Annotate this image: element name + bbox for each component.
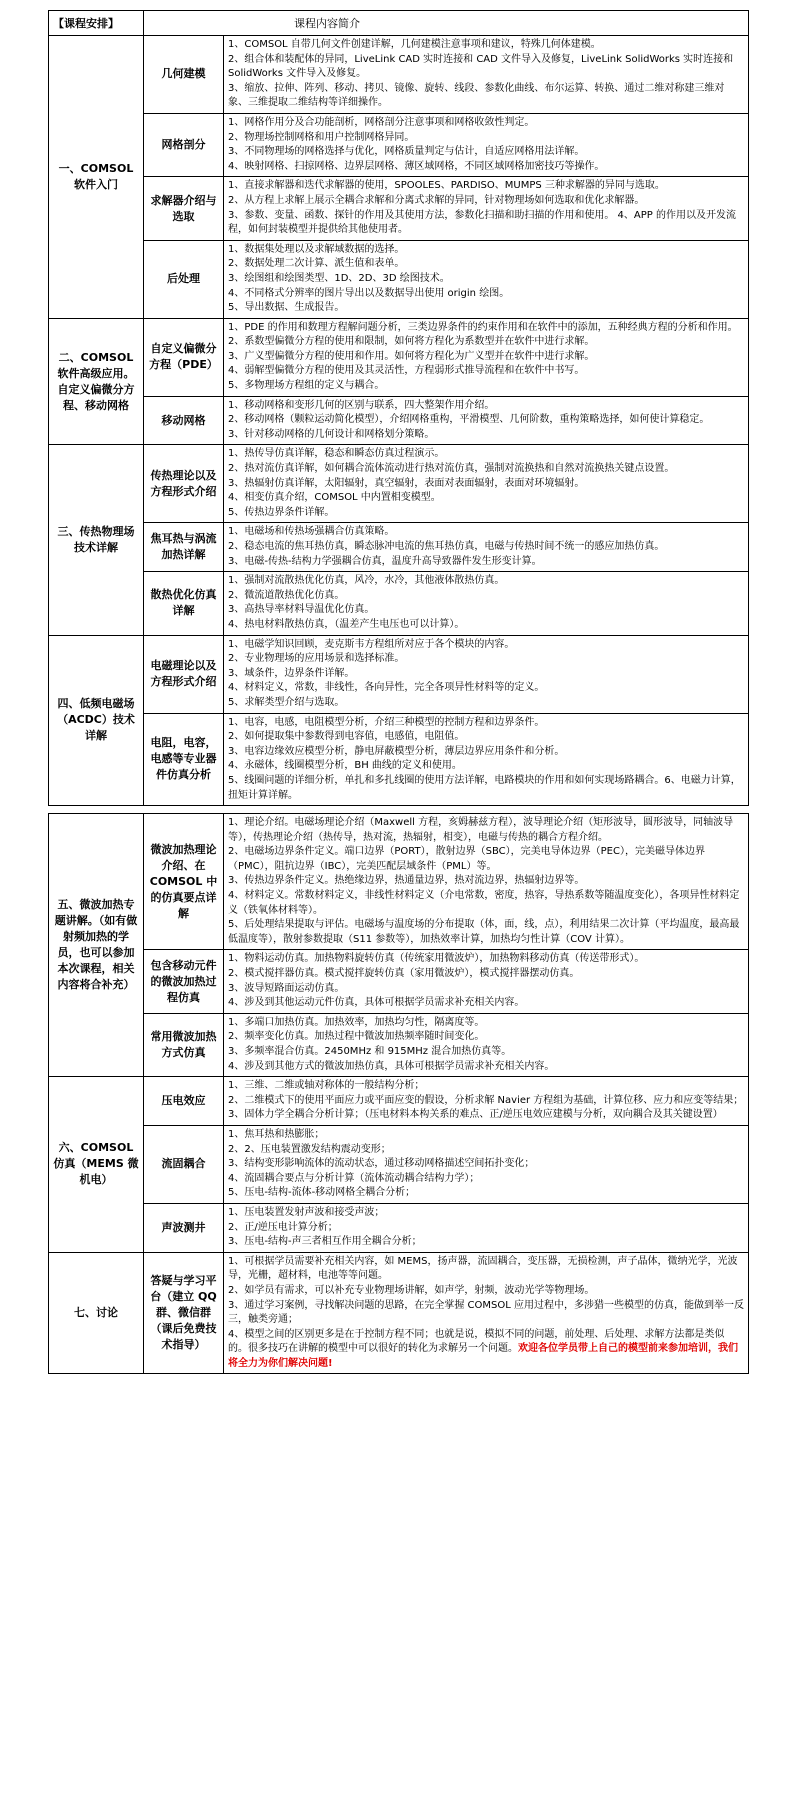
content-line: 3、热辐射仿真详解，太阳辐射，真空辐射，表面对表面辐射，表面对环境辐射。 xyxy=(228,477,585,489)
content-line: 1、COMSOL 自带几何文件创建详解，几何建模注意事项和建议，特殊几何体建模。 xyxy=(228,39,601,50)
header-course-schedule: 【课程安排】 xyxy=(49,11,144,36)
content-line: 2、如学员有需求，可以补充专业物理场讲解，如声学，射频，波动光学等物理场。 xyxy=(228,1284,595,1296)
content-line: 3、绘图组和绘图类型、1D、2D、3D 绘图技术。 xyxy=(228,272,450,284)
subsection-title: 散热优化仿真详解 xyxy=(144,572,224,635)
subsection-title: 移动网格 xyxy=(144,396,224,445)
content-line: 1、电容，电感，电阻模型分析，介绍三种模型的控制方程和边界条件。 xyxy=(228,716,545,728)
header-course-content: 课程内容简介 xyxy=(144,11,749,36)
content-line: 3、固体力学全耦合分析计算；（压电材料本构关系的难点、正/逆压电效应建模与分析，双向耦合及其关键设置） xyxy=(228,1109,723,1121)
table-row xyxy=(49,1125,749,1203)
subsection-title: 压电效应 xyxy=(144,1077,224,1126)
content-line: 2、稳态电流的焦耳热仿真，瞬态脉冲电流的焦耳热仿真，电磁与传热时间不统一的感应加热仿真。 xyxy=(228,541,665,552)
content-line: 2、电磁场边界条件定义。端口边界（PORT），散射边界（SBC），完美电导体边界（PEC），完美磁导体边界（PMC），阻抗边界（IBC），完美匹配层域条件（PML）等。 xyxy=(228,846,705,872)
table-row xyxy=(49,814,749,950)
content-line: 4、永磁体，线圈模型分析，BH 曲线的定义和使用。 xyxy=(228,760,462,772)
section-title: 七、讨论 xyxy=(49,1252,144,1374)
subsection-content xyxy=(224,1077,749,1126)
content-line: 1、热传导仿真详解，稳态和瞬态仿真过程演示。 xyxy=(228,448,445,460)
content-line: 2、如何提取集中参数得到电容值，电感值，电阻值。 xyxy=(228,731,465,743)
content-line: 2、数据处理二次计算、派生值和表单。 xyxy=(228,258,405,270)
content-line: 1、多端口加热仿真。加热效率，加热均匀性，隔离度等。 xyxy=(228,1016,485,1028)
content-line: 1、理论介绍。电磁场理论介绍（Maxwell 方程，亥姆赫兹方程），波导理论介绍（矩形波导，圆形波导，同轴波导等），传热理论介绍（热传导，热对流，热辐射，相变），电磁与传热的耦合方程介绍。 xyxy=(228,817,734,843)
content-line: 4、不同格式分辨率的图片导出以及数据导出使用 origin 绘图。 xyxy=(228,287,510,299)
content-line: 2、组合体和装配体的异同，LiveLink CAD 实时连接和 CAD 文件导入及修复，LiveLink SolidWorks 实时连接和 SolidWorks 文件导入及修复。 xyxy=(228,53,734,80)
table-row xyxy=(49,572,749,635)
content-line: 1、压电装置发射声波和接受声波； xyxy=(228,1206,385,1218)
section-title: 二、COMSOL 软件高级应用。自定义偏微分方程、移动网格 xyxy=(49,318,144,445)
content-line: 2、正/逆压电计算分析； xyxy=(228,1221,338,1233)
content-line: 5、导出数据、生成报告。 xyxy=(228,302,345,314)
course-schedule xyxy=(48,10,748,1374)
subsection-title: 几何建模 xyxy=(144,36,224,114)
subsection-content xyxy=(224,318,749,396)
content-line: 4、弱解型偏微分方程的使用及其灵活性，方程弱形式推导流程和在软件中书写。 xyxy=(228,365,585,377)
table-row xyxy=(49,396,749,445)
content-line: 1、可根据学员需要补充相关内容，如 MEMS，扬声器，流固耦合，变压器，无损检测，声子晶体，微纳光学，光波导，光栅，超材料，电池等等问题。 xyxy=(228,1255,738,1282)
table-row xyxy=(49,1203,749,1252)
content-line: 2、物理场控制网格和用户控制网格异同。 xyxy=(228,131,415,143)
table-row xyxy=(49,950,749,1013)
content-line: 4、材料定义。常数材料定义，非线性材料定义（介电常数，密度，热容，导热系数等随温度变化），各项异性材料定义（铁氧体材料等）。 xyxy=(228,890,740,916)
content-line: 2、微流道散热优化仿真。 xyxy=(228,589,345,601)
content-line: 3、缩放、拉伸、阵列、移动、拷贝、镜像、旋转、线段、参数化曲线、布尔运算、转换、通过二维对称建三维对象、三维提取二维结构等详细操作。 xyxy=(228,82,725,109)
table-row xyxy=(49,1013,749,1076)
content-line: 3、不同物理场的网格选择与优化，网格质量判定与估计，自适应网格用法详解。 xyxy=(228,146,585,158)
content-line: 4、模型之间的区别更多是在于控制方程不同；也就是说，模拟不同的问题，前处理、后处理、求解方法都是类似的。很多技巧在讲解的模型中可以很好的转化为求解另一个问题。欢迎各位学员带上自己的模型前来参加培训，我们将全力为你们解决问题! xyxy=(228,1328,738,1369)
content-line: 5、多物理场方程组的定义与耦合。 xyxy=(228,380,385,392)
subsection-title: 传热理论以及方程形式介绍 xyxy=(144,445,224,523)
content-line: 3、压电-结构-声三者相互作用全耦合分析； xyxy=(228,1236,422,1248)
content-line: 2、二维模式下的使用平面应力或平面应变的假设，分析求解 Navier 方程组为基础，计算位移、应力和应变等结果； xyxy=(228,1094,744,1106)
subsection-content xyxy=(224,523,749,572)
content-line: 3、波导短路面运动仿真。 xyxy=(228,982,345,994)
subsection-content xyxy=(224,1125,749,1203)
section-title: 四、低频电磁场（ACDC）技术详解 xyxy=(49,635,144,806)
content-line: 2、移动网格（颗粒运动简化模型），介绍网格重构，平滑模型、几何阶数，重构策略选择，如何使计算稳定。 xyxy=(228,414,710,426)
subsection-title: 自定义偏微分方程（PDE） xyxy=(144,318,224,396)
content-line: 3、通过学习案例，寻找解决问题的思路，在完全掌握 COMSOL 应用过程中，多涉猎一些模型的仿真，能做到举一反三，触类旁通； xyxy=(228,1299,744,1326)
content-line: 1、移动网格和变形几何的区别与联系，四大整架作用介绍。 xyxy=(228,399,495,411)
section-title: 三、传热物理场技术详解 xyxy=(49,445,144,635)
subsection-title: 答疑与学习平台（建立 QQ 群、微信群（课后免费技术指导） xyxy=(144,1252,224,1374)
content-line: 1、直接求解器和迭代求解器的使用，SPOOLES、PARDISO、MUMPS 三种求解器的异同与选取。 xyxy=(228,180,665,192)
table-row xyxy=(49,635,749,713)
table-row xyxy=(49,1252,749,1374)
content-line: 5、压电-结构-流体-移动网格全耦合分析； xyxy=(228,1187,416,1199)
content-line: 1、物料运动仿真。加热物料旋转仿真（传统家用微波炉），加热物料移动仿真（传送带形式）。 xyxy=(228,953,645,965)
content-line: 3、电容边缘效应模型分析，静电屏蔽模型分析，薄层边界应用条件和分析。 xyxy=(228,745,565,757)
content-line: 3、传热边界条件定义。热绝缘边界，热通量边界，热对流边界，热辐射边界等。 xyxy=(228,875,585,887)
subsection-title: 网格剖分 xyxy=(144,113,224,176)
emphasis-note: 欢迎各位学员带上自己的模型前来参加培训，我们将全力为你们解决问题! xyxy=(228,1343,738,1369)
content-line: 5、传热边界条件详解。 xyxy=(228,506,335,518)
subsection-title: 微波加热理论介绍、在 COMSOL 中的仿真要点详解 xyxy=(144,814,224,950)
content-line: 1、数据集处理以及求解域数据的选择。 xyxy=(228,243,405,255)
content-line: 1、强制对流散热优化仿真，风冷，水冷，其他液体散热仿真。 xyxy=(228,575,505,587)
content-line: 4、映射网格、扫掠网格、边界层网格、薄区域网格，不同区域网格加密技巧等操作。 xyxy=(228,160,605,172)
subsection-content xyxy=(224,713,749,806)
content-line: 5、后处理结果提取与评估。电磁场与温度场的分布提取（体，面，线，点），利用结果二次计算（平均温度，最高最低温度等），散射参数提取（S11 参数等），加热效率计算，加热均匀性计算（COV 计算）。 xyxy=(228,919,740,945)
subsection-content xyxy=(224,113,749,176)
content-line: 4、涉及到其他方式的微波加热仿真，具体可根据学员需求补充相关内容。 xyxy=(228,1060,555,1072)
content-line: 1、电磁场和传热场强耦合仿真策略。 xyxy=(228,526,395,538)
content-line: 2、系数型偏微分方程的使用和限制，如何将方程化为系数型并在软件中进行求解。 xyxy=(228,336,595,348)
subsection-content xyxy=(224,1252,749,1374)
table-row xyxy=(49,523,749,572)
content-line: 4、流固耦合要点与分析计算（流体流动耦合结构力学）； xyxy=(228,1172,480,1184)
subsection-content xyxy=(224,445,749,523)
content-line: 2、热对流仿真详解，如何耦合流体流动进行热对流仿真，强制对流换热和自然对流换热关键点设置。 xyxy=(228,463,675,475)
content-line: 4、热电材料散热仿真，（温差产生电压也可以计算）。 xyxy=(228,618,465,630)
subsection-content xyxy=(224,635,749,713)
content-line: 4、材料定义，常数，非线性，各向异性，完全各项异性材料等的定义。 xyxy=(228,682,545,694)
subsection-title: 求解器介绍与选取 xyxy=(144,177,224,240)
content-line: 5、求解类型介绍与选取。 xyxy=(228,696,345,708)
content-line: 1、电磁学知识回顾，麦克斯韦方程组所对应于各个模块的内容。 xyxy=(228,638,515,650)
content-line: 3、电磁-传热-结构力学强耦合仿真，温度升高导致器件发生形变计算。 xyxy=(228,555,542,567)
table-row xyxy=(49,1077,749,1126)
content-line: 2、2、压电装置激发结构震动变形； xyxy=(228,1143,391,1155)
subsection-title: 包含移动元件的微波加热过程仿真 xyxy=(144,950,224,1013)
content-line: 2、从方程上求解上展示全耦合求解和分离式求解的异同，针对物理场如何选取和优化求解器。 xyxy=(228,194,645,206)
table-header-row xyxy=(49,11,749,36)
content-line: 1、网格作用分及合功能剖析，网格剖分注意事项和网格收敛性判定。 xyxy=(228,116,535,128)
subsection-content xyxy=(224,1203,749,1252)
content-line: 2、模式搅拌器仿真。模式搅拌旋转仿真（家用微波炉），模式搅拌器摆动仿真。 xyxy=(228,968,580,980)
subsection-content xyxy=(224,814,749,950)
course-table xyxy=(48,10,749,1374)
table-row xyxy=(49,177,749,240)
section-gap xyxy=(49,806,749,814)
subsection-content xyxy=(224,1013,749,1076)
content-line: 1、三维、二维或轴对称体的一般结构分析； xyxy=(228,1080,425,1092)
subsection-title: 电阻，电容，电感等专业器件仿真分析 xyxy=(144,713,224,806)
table-row xyxy=(49,318,749,396)
content-line: 3、广义型偏微分方程的使用和作用。如何将方程化为广义型并在软件中进行求解。 xyxy=(228,350,595,362)
subsection-title: 常用微波加热方式仿真 xyxy=(144,1013,224,1076)
table-row xyxy=(49,713,749,806)
subsection-title: 焦耳热与涡流加热详解 xyxy=(144,523,224,572)
subsection-title: 流固耦合 xyxy=(144,1125,224,1203)
content-line: 4、相变仿真介绍，COMSOL 中内置相变模型。 xyxy=(228,492,441,504)
subsection-content xyxy=(224,396,749,445)
subsection-content xyxy=(224,950,749,1013)
section-title: 一、COMSOL 软件入门 xyxy=(49,36,144,319)
subsection-content xyxy=(224,240,749,318)
table-row xyxy=(49,445,749,523)
subsection-title: 电磁理论以及方程形式介绍 xyxy=(144,635,224,713)
table-row xyxy=(49,113,749,176)
content-line: 3、参数、变量、函数、探针的作用及其使用方法，参数化扫描和助扫描的作用和使用。 4、APP 的作用以及开发流程，如何封装模型并提供给其他使用者。 xyxy=(228,209,736,236)
section-title: 六、COMSOL 仿真（MEMS 微机电） xyxy=(49,1077,144,1253)
subsection-title: 后处理 xyxy=(144,240,224,318)
content-line: 3、针对移动网格的几何设计和网格划分策略。 xyxy=(228,428,435,440)
content-line: 3、高热导率材料导温优化仿真。 xyxy=(228,604,375,616)
content-line: 4、涉及到其他运动元件仿真，具体可根据学员需求补充相关内容。 xyxy=(228,997,525,1009)
subsection-content xyxy=(224,36,749,114)
content-line: 2、专业物理场的应用场景和选择标准。 xyxy=(228,653,405,665)
content-line: 3、多频率混合仿真。2450MHz 和 915MHz 混合加热仿真等。 xyxy=(228,1046,512,1057)
subsection-content xyxy=(224,572,749,635)
content-line: 1、焦耳热和热膨胀； xyxy=(228,1128,325,1140)
section-title: 五、微波加热专题讲解。（如有做射频加热的学员，也可以参加本次课程，相关内容将合补充） xyxy=(49,814,144,1077)
content-line: 1、PDE 的作用和数理方程解问题分析，三类边界条件的约束作用和在软件中的添加，五种经典方程的分析和作用。 xyxy=(228,321,738,333)
content-line: 5、线圈问题的详细分析，单扎和多扎线圈的使用方法详解，电路模块的作用和如何实现场路耦合。6、电磁力计算，扭矩计算详解。 xyxy=(228,774,741,801)
table-row xyxy=(49,240,749,318)
subsection-title: 声波测井 xyxy=(144,1203,224,1252)
table-row xyxy=(49,36,749,114)
content-line: 3、域条件，边界条件详解。 xyxy=(228,667,355,679)
content-line: 3、结构变形影响流体的流动状态，通过移动网格描述空间拓扑变化； xyxy=(228,1158,535,1170)
content-line: 2、频率变化仿真。加热过程中微波加热频率随时间变化。 xyxy=(228,1031,485,1043)
subsection-content xyxy=(224,177,749,240)
